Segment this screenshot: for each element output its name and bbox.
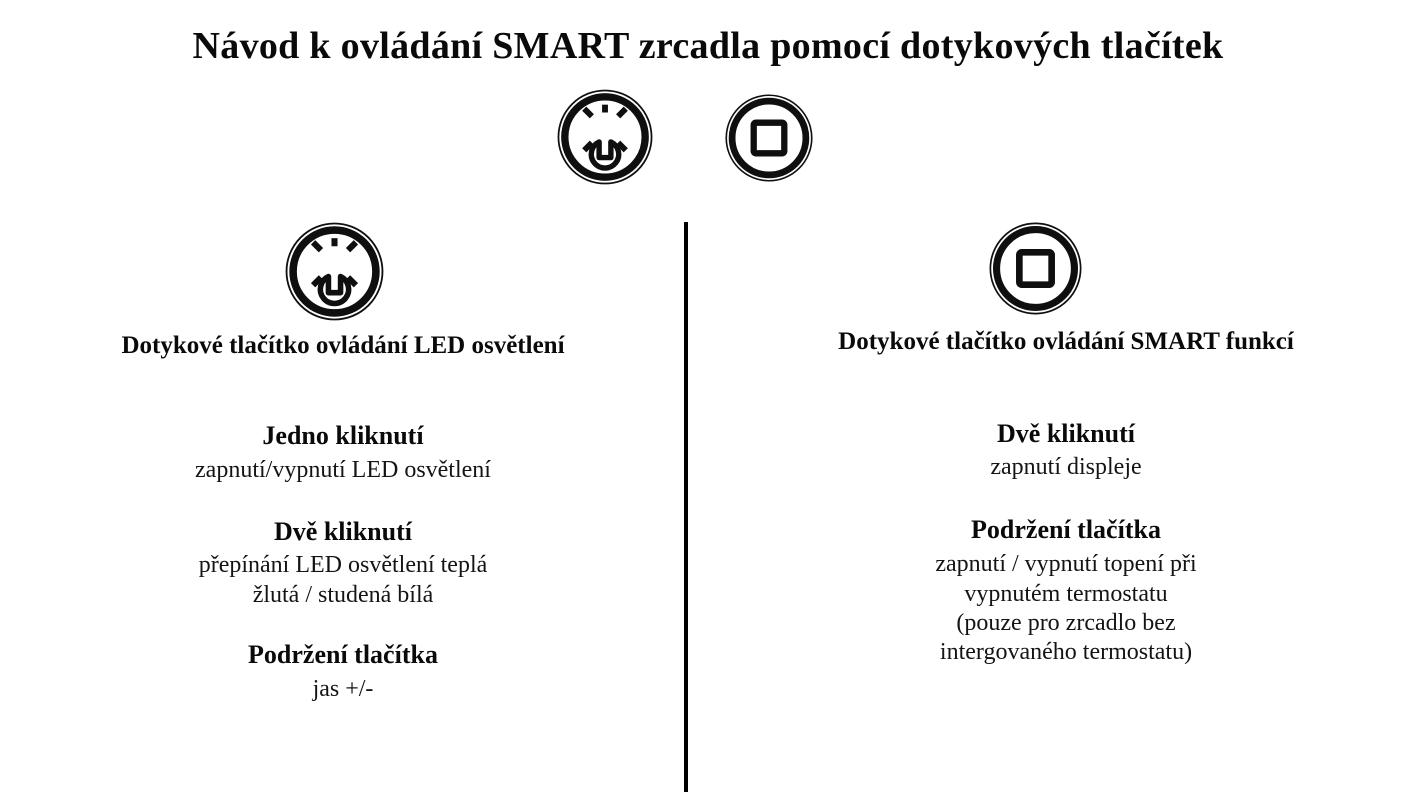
- smart-hold-description-line3: (pouze pro zrcadlo bez: [956, 610, 1176, 636]
- led-single-click-description: zapnutí/vypnutí LED osvětlení: [195, 457, 491, 483]
- smart-double-click-description: zapnutí displeje: [990, 454, 1142, 480]
- led-bulb-button-icon: [556, 88, 654, 186]
- smart-column-heading: Dotykové tlačítko ovládání SMART funkcí: [838, 328, 1294, 355]
- led-hold-description: jas +/-: [312, 676, 374, 702]
- led-single-click-title: Jedno kliknutí: [262, 421, 424, 450]
- led-double-click-title: Dvě kliknutí: [274, 517, 412, 546]
- led-bulb-button-icon: [284, 221, 385, 322]
- led-double-click-description-line1: přepínání LED osvětlení teplá: [198, 552, 488, 578]
- smart-hold-description-line2: vypnutém termostatu: [964, 581, 1168, 607]
- smart-square-button-icon: [724, 93, 814, 183]
- smart-hold-title: Podržení tlačítka: [971, 515, 1161, 544]
- column-divider: [684, 222, 688, 792]
- led-hold-title: Podržení tlačítka: [248, 640, 438, 669]
- smart-hold-description-line4: intergovaného termostatu): [939, 639, 1193, 665]
- smart-square-button-icon: [988, 221, 1083, 316]
- smart-double-click-title: Dvě kliknutí: [997, 419, 1135, 448]
- led-column-heading: Dotykové tlačítko ovládání LED osvětlení: [121, 332, 565, 359]
- led-double-click-description-line2: žlutá / studená bílá: [252, 582, 434, 608]
- smart-hold-description-line1: zapnutí / vypnutí topení při: [935, 551, 1197, 577]
- page-title: Návod k ovládání SMART zrcadla pomocí dotykových tlačítek: [192, 25, 1224, 67]
